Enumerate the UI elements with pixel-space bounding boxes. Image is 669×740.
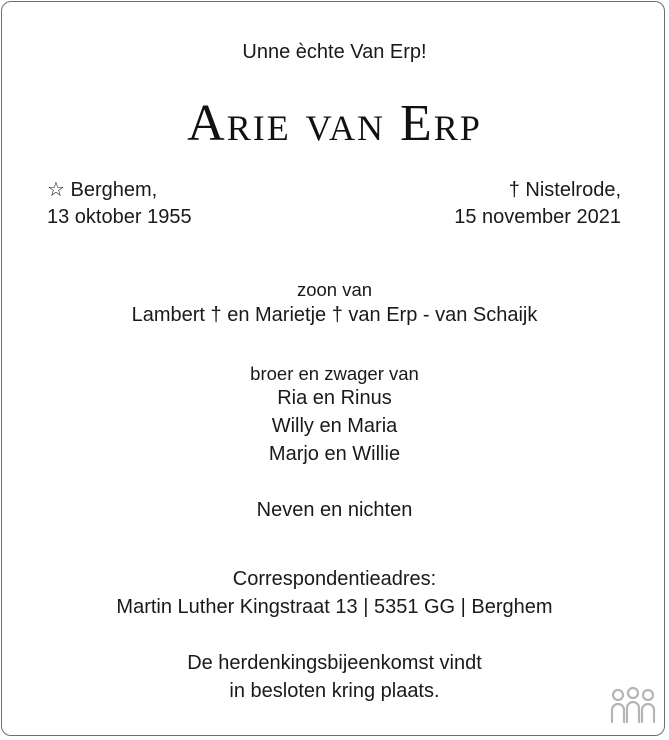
parents-intro: zoon van [296, 279, 373, 300]
relatives-line: Neven en nichten [256, 499, 413, 521]
siblings-intro: broer en zwager van [250, 363, 419, 384]
tagline: Unne èchte Van Erp! [242, 41, 427, 63]
sibling-line: Ria en Rinus [277, 387, 392, 409]
closing-line-1: De herdenkingsbijeenkomst vindt [187, 652, 482, 674]
correspondence-address: Martin Luther Kingstraat 13 | 5351 GG | Berghem [116, 596, 553, 618]
sibling-line: Willy en Maria [271, 415, 398, 437]
death-block [454, 177, 621, 231]
closing-line-2: in besloten kring plaats. [229, 680, 440, 702]
death-date: 15 november 2021 [454, 206, 621, 228]
death-place: † Nistelrode, [508, 179, 621, 201]
family-group-icon [609, 686, 657, 726]
sibling-line: Marjo en Willie [268, 443, 401, 465]
parents-names: Lambert † en Marietje † van Erp - van Schaijk [131, 304, 538, 326]
birth-date: 13 oktober 1955 [47, 206, 192, 228]
birth-place: ☆ Berghem, [47, 179, 158, 201]
deceased-name: Arie van Erp [187, 95, 482, 152]
correspondence-label: Correspondentieadres: [232, 568, 437, 590]
birth-block [47, 177, 192, 231]
